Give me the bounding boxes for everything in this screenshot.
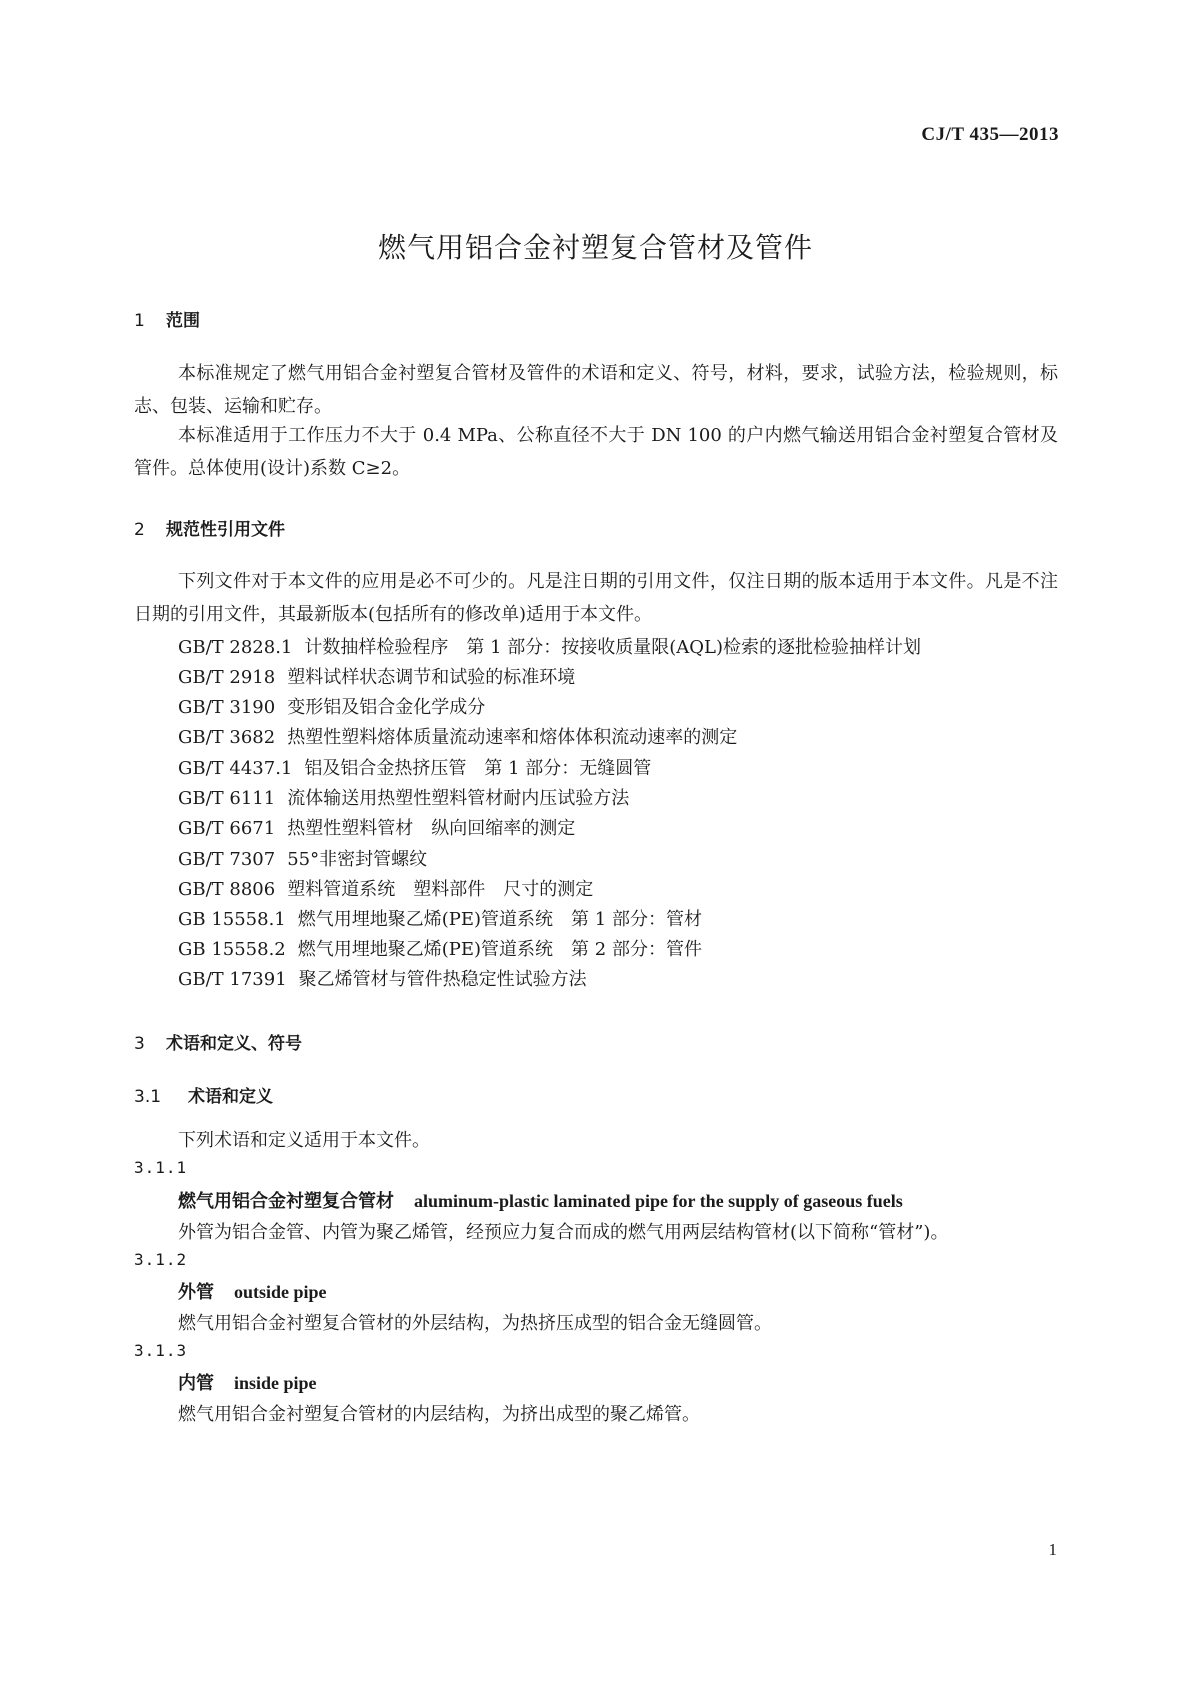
subsection-title: 术语和定义 bbox=[188, 1087, 273, 1107]
reference-code: GB/T 8806 bbox=[178, 879, 276, 900]
standard-code: CJ/T 435—2013 bbox=[921, 124, 1059, 145]
reference-code: GB/T 2828.1 bbox=[178, 637, 293, 658]
term-number: 3.1.3 bbox=[134, 1341, 188, 1360]
term-definition: 外管为铝合金管、内管为聚乙烯管，经预应力复合而成的燃气用两层结构管材(以下简称“管材”)。 bbox=[178, 1222, 949, 1243]
scope-paragraph-1: 本标准规定了燃气用铝合金衬塑复合管材及管件的术语和定义、符号，材料，要求，试验方法，检验规则，标志、包装、运输和贮存。 bbox=[134, 363, 1058, 417]
term-name bbox=[178, 1278, 327, 1304]
reference-title: 铝及铝合金热挤压管 第 1 部分：无缝圆管 bbox=[304, 758, 652, 779]
reference-code: GB/T 17391 bbox=[178, 969, 287, 990]
reference-title: 塑料试样状态调节和试验的标准环境 bbox=[287, 667, 576, 688]
term-name bbox=[178, 1187, 903, 1213]
reference-item bbox=[178, 633, 921, 659]
term-definition: 燃气用铝合金衬塑复合管材的外层结构，为热挤压成型的铝合金无缝圆管。 bbox=[178, 1313, 772, 1334]
reference-code: GB/T 4437.1 bbox=[178, 758, 293, 779]
reference-title: 55°非密封管螺纹 bbox=[287, 849, 428, 870]
reference-item bbox=[178, 784, 629, 810]
section-number: 2 bbox=[134, 520, 145, 540]
term-en: aluminum-plastic laminated pipe for the supply of gaseous fuels bbox=[414, 1191, 903, 1211]
subsection-number: 3.1 bbox=[134, 1087, 162, 1107]
page-number: 1 bbox=[1048, 1540, 1057, 1559]
reference-title: 流体输送用热塑性塑料管材耐内压试验方法 bbox=[287, 788, 630, 809]
subsection-3-1-heading bbox=[134, 1082, 273, 1107]
term-zh: 外管 bbox=[178, 1282, 214, 1303]
reference-code: GB 15558.1 bbox=[178, 909, 286, 930]
reference-code: GB/T 6671 bbox=[178, 818, 276, 839]
section-title: 规范性引用文件 bbox=[166, 520, 285, 540]
reference-item bbox=[178, 965, 587, 991]
reference-item bbox=[178, 905, 702, 931]
reference-item bbox=[178, 845, 427, 871]
references-intro: 下列文件对于本文件的应用是必不可少的。凡是注日期的引用文件，仅注日期的版本适用于本文件。凡是不注日期的引用文件，其最新版本(包括所有的修改单)适用于本文件。 bbox=[134, 571, 1058, 625]
reference-item bbox=[178, 875, 593, 901]
reference-title: 热塑性塑料管材 纵向回缩率的测定 bbox=[287, 818, 576, 839]
reference-code: GB 15558.2 bbox=[178, 939, 286, 960]
document-title: 燃气用铝合金衬塑复合管材及管件 bbox=[377, 231, 813, 264]
term-definition: 燃气用铝合金衬塑复合管材的内层结构，为挤出成型的聚乙烯管。 bbox=[178, 1404, 700, 1425]
scope-paragraph-2: 本标准适用于工作压力不大于 0.4 MPa、公称直径不大于 DN 100 的户内燃气输送用铝合金衬塑复合管材及管件。总体使用(设计)系数 C≥2。 bbox=[134, 425, 1058, 479]
reference-code: GB/T 6111 bbox=[178, 788, 276, 809]
reference-title: 燃气用埋地聚乙烯(PE)管道系统 第 1 部分：管材 bbox=[297, 909, 702, 930]
term-number: 3.1.1 bbox=[134, 1158, 188, 1177]
reference-item bbox=[178, 754, 651, 780]
section-title: 范围 bbox=[166, 311, 200, 331]
section-1-heading bbox=[134, 306, 200, 331]
term-zh: 内管 bbox=[178, 1373, 214, 1394]
reference-code: GB/T 3190 bbox=[178, 697, 276, 718]
reference-code: GB/T 7307 bbox=[178, 849, 276, 870]
section-title: 术语和定义、符号 bbox=[166, 1034, 302, 1054]
reference-item bbox=[178, 814, 575, 840]
term-zh: 燃气用铝合金衬塑复合管材 bbox=[178, 1191, 394, 1212]
reference-item bbox=[178, 935, 702, 961]
reference-code: GB/T 3682 bbox=[178, 727, 276, 748]
reference-code: GB/T 2918 bbox=[178, 667, 276, 688]
section-number: 3 bbox=[134, 1034, 145, 1054]
reference-item bbox=[178, 723, 737, 749]
reference-item bbox=[178, 693, 485, 719]
section-3-heading bbox=[134, 1029, 302, 1054]
reference-title: 聚乙烯管材与管件热稳定性试验方法 bbox=[298, 969, 587, 990]
terms-intro: 下列术语和定义适用于本文件。 bbox=[178, 1130, 430, 1151]
reference-title: 塑料管道系统 塑料部件 尺寸的测定 bbox=[287, 879, 594, 900]
reference-title: 燃气用埋地聚乙烯(PE)管道系统 第 2 部分：管件 bbox=[297, 939, 702, 960]
reference-title: 计数抽样检验程序 第 1 部分：按接收质量限(AQL)检索的逐批检验抽样计划 bbox=[304, 637, 922, 658]
reference-title: 变形铝及铝合金化学成分 bbox=[287, 697, 486, 718]
section-2-heading bbox=[134, 515, 285, 540]
term-number: 3.1.2 bbox=[134, 1250, 188, 1269]
reference-title: 热塑性塑料熔体质量流动速率和熔体体积流动速率的测定 bbox=[287, 727, 738, 748]
term-name bbox=[178, 1369, 317, 1395]
term-en: inside pipe bbox=[234, 1373, 317, 1393]
reference-item bbox=[178, 663, 575, 689]
section-number: 1 bbox=[134, 311, 145, 331]
term-en: outside pipe bbox=[234, 1282, 327, 1302]
